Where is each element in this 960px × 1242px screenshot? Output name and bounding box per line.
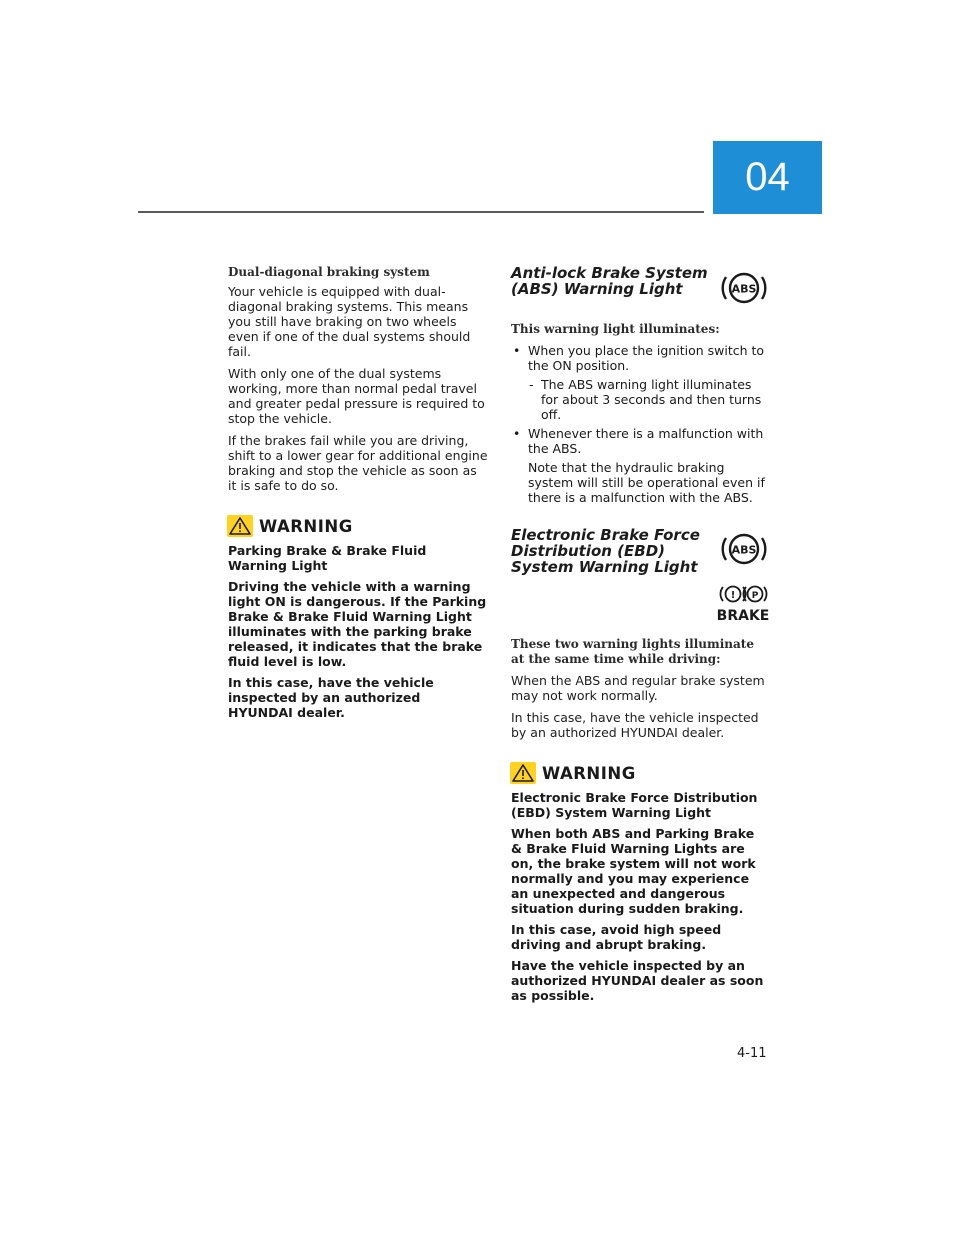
paragraph: Your vehicle is equipped with dual-diagonal braking systems. This means you still have braking on two wheels even if one of the dual systems should fail.: [228, 284, 471, 359]
paragraph: When the ABS and regular brake system may not work normally.: [511, 673, 765, 703]
abs-icon-label: ABS: [731, 543, 757, 557]
warning-subject: Parking Brake & Brake Fluid Warning Light: [228, 543, 427, 573]
ebd-section-header: [511, 527, 769, 627]
brake-icon-label: BRAKE: [717, 608, 769, 623]
chapter-tab: [713, 141, 822, 214]
warning-label: WARNING: [542, 763, 636, 783]
warning-text: When both ABS and Parking Brake & Brake Fluid Warning Lights are on, the brake system will not work normally and you may experience an unexpected and dangerous situation during sudden braking.: [511, 826, 756, 916]
paragraph: In this case, have the vehicle inspected by an authorized HYUNDAI dealer.: [511, 710, 759, 740]
abs-icon-label: ABS: [731, 282, 757, 296]
right-column: [511, 265, 769, 1009]
list-subitem: - The ABS warning light illuminates for about 3 seconds and then turns off.: [528, 377, 769, 422]
ebd-icons: [717, 529, 769, 627]
brake-warning-icon: [717, 583, 769, 627]
list-item: [511, 426, 769, 505]
warning-label: WARNING: [259, 516, 353, 536]
header-rule: [138, 211, 704, 213]
warning-text: In this case, avoid high speed driving and abrupt braking.: [511, 922, 722, 952]
brake-icon-exclamation: !: [730, 590, 736, 601]
paragraph: With only one of the dual systems working, more than normal pedal travel and greater pedal pressure is required to stop the vehicle.: [228, 366, 485, 426]
warning-triangle-icon: [510, 762, 536, 784]
abs-section-title: Anti-lock Brake System (ABS) Warning Light: [511, 264, 708, 298]
warning-heading: [510, 762, 769, 784]
ebd-section-title: Electronic Brake Force Distribution (EBD) System Warning Light: [511, 526, 700, 576]
abs-subhead: This warning light illuminates:: [511, 322, 720, 336]
warning-box-parking-brake: [228, 515, 488, 720]
list-item-text: When you place the ignition switch to the ON position.: [528, 343, 765, 373]
left-column: [228, 265, 488, 726]
list-item: [511, 343, 769, 422]
brake-icon-p: P: [751, 591, 759, 601]
abs-section-header: [511, 265, 769, 312]
page-number: 4-11: [737, 1046, 767, 1061]
chapter-number: 04: [745, 155, 790, 199]
warning-text: Driving the vehicle with a warning light ON is dangerous. If the Parking Brake & Brake Fluid Warning Light illuminates with the parking brake released, it indicates that the brake fluid level is low.: [228, 579, 487, 669]
abs-bullet-list: [511, 343, 769, 505]
section-heading-dual-diagonal: Dual-diagonal braking system: [228, 265, 430, 279]
list-item-text: Whenever there is a malfunction with the ABS.: [528, 426, 764, 456]
warning-heading: [227, 515, 488, 537]
ebd-subhead: These two warning lights illuminate at the same time while driving:: [511, 637, 754, 666]
warning-box-ebd: [511, 762, 769, 1003]
warning-text: In this case, have the vehicle inspected by an authorized HYUNDAI dealer.: [228, 675, 434, 720]
abs-warning-icon: [719, 268, 769, 312]
abs-warning-icon: [719, 529, 769, 573]
warning-triangle-icon: [227, 515, 253, 537]
paragraph: If the brakes fail while you are driving, shift to a lower gear for additional engine braking and stop the vehicle as soon as it is safe to do so.: [228, 433, 488, 493]
warning-text: Have the vehicle inspected by an authorized HYUNDAI dealer as soon as possible.: [511, 958, 764, 1003]
list-item-note: Note that the hydraulic braking system will still be operational even if there is a malfunction with the ABS.: [528, 460, 765, 505]
warning-subject: Electronic Brake Force Distribution (EBD) System Warning Light: [511, 790, 758, 820]
